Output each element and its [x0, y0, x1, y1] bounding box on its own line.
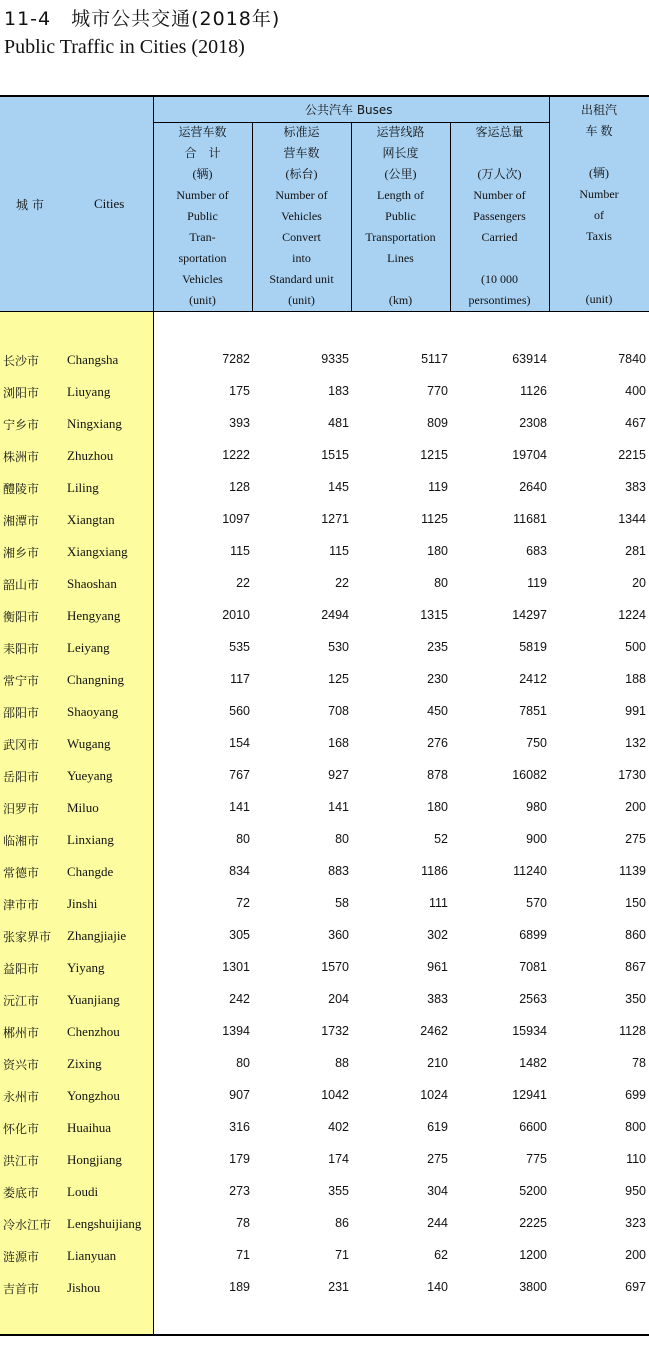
- city-name-en: Shaoshan: [67, 576, 117, 591]
- value-taxis: 991: [625, 704, 646, 718]
- value-public-vehicles: 1394: [222, 1024, 250, 1038]
- header-line: Carried: [481, 230, 518, 244]
- header-line: [450, 248, 549, 269]
- value-line-length: 62: [434, 1248, 448, 1262]
- value-passengers: 12941: [512, 1088, 547, 1102]
- table-row: [0, 344, 649, 376]
- value-public-vehicles: 179: [229, 1152, 250, 1166]
- value-public-vehicles: 1222: [222, 448, 250, 462]
- value-standard-units: 1570: [321, 960, 349, 974]
- value-line-length: 809: [427, 416, 448, 430]
- header-line: Standard unit: [269, 272, 334, 286]
- city-name-en: Xiangtan: [67, 512, 115, 527]
- value-standard-units: 141: [328, 800, 349, 814]
- value-standard-units: 1042: [321, 1088, 349, 1102]
- value-passengers: 2308: [519, 416, 547, 430]
- value-passengers: 5200: [519, 1184, 547, 1198]
- table-row: [0, 1176, 649, 1208]
- header-line: [549, 268, 649, 289]
- header-line: Tran-: [189, 230, 216, 244]
- table-row: [0, 952, 649, 984]
- value-passengers: 2225: [519, 1216, 547, 1230]
- city-name-en: Huaihua: [67, 1120, 112, 1135]
- value-public-vehicles: 22: [236, 576, 250, 590]
- value-public-vehicles: 305: [229, 928, 250, 942]
- value-taxis: 132: [625, 736, 646, 750]
- value-passengers: 3800: [519, 1280, 547, 1294]
- header-line: (unit): [585, 292, 613, 306]
- table-row: [0, 600, 649, 632]
- table-row: [0, 984, 649, 1016]
- table-row: [0, 440, 649, 472]
- city-name-cn: 常德市: [3, 866, 40, 880]
- value-standard-units: 1732: [321, 1024, 349, 1038]
- header-line: (万人次): [477, 167, 522, 181]
- value-taxis: 500: [625, 640, 646, 654]
- table-row: [0, 632, 649, 664]
- value-line-length: 383: [427, 992, 448, 1006]
- value-taxis: 467: [625, 416, 646, 430]
- value-standard-units: 71: [335, 1248, 349, 1262]
- city-name-cn: 张家界市: [3, 930, 52, 944]
- header-line: Number of: [275, 188, 328, 202]
- header-line: Number of: [176, 188, 229, 202]
- value-taxis: 200: [625, 800, 646, 814]
- city-name-cn: 浏阳市: [3, 386, 40, 400]
- header-line: [549, 142, 649, 163]
- value-public-vehicles: 80: [236, 832, 250, 846]
- value-line-length: 119: [428, 480, 448, 494]
- value-public-vehicles: 907: [229, 1088, 250, 1102]
- table-title-chinese: 11-4 城市公共交通(2018年): [4, 8, 281, 30]
- value-taxis: 150: [625, 896, 646, 910]
- city-name-en: Changning: [67, 672, 125, 687]
- header-line: Public: [385, 209, 416, 223]
- header-line: Passengers: [473, 209, 526, 223]
- value-taxis: 7840: [618, 352, 646, 366]
- value-passengers: 19704: [512, 448, 547, 462]
- value-line-length: 1186: [421, 864, 448, 878]
- header-line: 标准运: [283, 125, 320, 139]
- value-standard-units: 174: [328, 1152, 349, 1166]
- table-row: [0, 1112, 649, 1144]
- value-standard-units: 145: [328, 480, 349, 494]
- city-name-en: Wugang: [67, 736, 111, 751]
- header-city-cn: 城 市: [16, 198, 44, 212]
- value-taxis: 2215: [618, 448, 646, 462]
- table-row: [0, 1048, 649, 1080]
- value-passengers: 750: [526, 736, 547, 750]
- table-row: [0, 696, 649, 728]
- header-line: [549, 247, 649, 268]
- value-standard-units: 481: [328, 416, 349, 430]
- value-passengers: 63914: [512, 352, 547, 366]
- city-name-en: Zhangjiajie: [67, 928, 127, 943]
- table-top-rule: [0, 95, 649, 97]
- city-name-en: Lengshuijiang: [67, 1216, 142, 1231]
- table-row: [0, 1240, 649, 1272]
- value-standard-units: 204: [328, 992, 349, 1006]
- city-name-en: Liling: [67, 480, 99, 495]
- table-row: [0, 504, 649, 536]
- value-line-length: 1315: [420, 608, 448, 622]
- value-line-length: 2462: [420, 1024, 448, 1038]
- table-row: [0, 664, 649, 696]
- value-public-vehicles: 189: [229, 1280, 250, 1294]
- value-standard-units: 9335: [321, 352, 349, 366]
- header-line: sportation: [178, 251, 227, 265]
- header-line: Number: [579, 187, 619, 201]
- value-public-vehicles: 834: [229, 864, 250, 878]
- city-name-cn: 临湘市: [3, 834, 40, 848]
- city-name-en: Hongjiang: [67, 1152, 122, 1167]
- value-taxis: 1128: [619, 1024, 646, 1038]
- value-public-vehicles: 141: [229, 800, 250, 814]
- value-standard-units: 355: [328, 1184, 349, 1198]
- city-name-cn: 岳阳市: [3, 770, 40, 784]
- city-name-cn: 汨罗市: [3, 802, 40, 816]
- value-taxis: 1139: [619, 864, 646, 878]
- value-line-length: 450: [427, 704, 448, 718]
- value-taxis: 800: [625, 1120, 646, 1134]
- value-passengers: 7851: [519, 704, 547, 718]
- value-line-length: 230: [427, 672, 448, 686]
- header-line: Length of: [377, 188, 424, 202]
- header-line: (unit): [189, 293, 216, 307]
- value-taxis: 697: [625, 1280, 646, 1294]
- city-name-en: Yuanjiang: [67, 992, 120, 1007]
- city-name-en: Lianyuan: [67, 1248, 117, 1263]
- value-taxis: 20: [632, 576, 646, 590]
- city-name-cn: 郴州市: [3, 1026, 40, 1040]
- city-name-en: Liuyang: [67, 384, 111, 399]
- header-city-en: Cities: [94, 196, 125, 211]
- value-passengers: 11681: [513, 512, 547, 526]
- city-name-cn: 洪江市: [3, 1154, 40, 1168]
- value-standard-units: 927: [328, 768, 349, 782]
- value-taxis: 400: [625, 384, 646, 398]
- table-row: [0, 888, 649, 920]
- value-taxis: 699: [625, 1088, 646, 1102]
- value-passengers: 16082: [512, 768, 547, 782]
- value-public-vehicles: 71: [236, 1248, 250, 1262]
- city-name-cn: 涟源市: [3, 1250, 40, 1264]
- value-taxis: 383: [625, 480, 646, 494]
- city-name-cn: 武冈市: [3, 738, 40, 752]
- city-name-cn: 醴陵市: [3, 482, 40, 496]
- value-line-length: 52: [434, 832, 448, 846]
- value-public-vehicles: 78: [236, 1216, 250, 1230]
- table-row: [0, 1144, 649, 1176]
- value-passengers: 683: [526, 544, 547, 558]
- table-row: [0, 376, 649, 408]
- city-name-cn: 冷水江市: [3, 1218, 52, 1232]
- value-passengers: 2563: [519, 992, 547, 1006]
- header-col-passengers: [450, 122, 549, 311]
- value-public-vehicles: 72: [236, 896, 250, 910]
- value-line-length: 878: [427, 768, 448, 782]
- table-row: [0, 1016, 649, 1048]
- value-standard-units: 1515: [321, 448, 349, 462]
- table-row: [0, 728, 649, 760]
- value-public-vehicles: 2010: [222, 608, 250, 622]
- value-line-length: 1125: [421, 512, 448, 526]
- table-row: [0, 760, 649, 792]
- header-line: persontimes): [468, 293, 531, 307]
- value-taxis: 78: [632, 1056, 646, 1070]
- header-line: Lines: [387, 251, 414, 265]
- city-name-en: Changsha: [67, 352, 119, 367]
- value-line-length: 619: [427, 1120, 448, 1134]
- value-taxis: 950: [625, 1184, 646, 1198]
- header-line: 网长度: [382, 146, 419, 160]
- header-line: Vehicles: [182, 272, 223, 286]
- value-public-vehicles: 7282: [222, 352, 250, 366]
- header-line: (辆): [192, 167, 213, 181]
- table-row: [0, 1272, 649, 1304]
- city-name-en: Zhuzhou: [67, 448, 114, 463]
- city-name-cn: 沅江市: [3, 994, 40, 1008]
- value-line-length: 961: [427, 960, 448, 974]
- value-standard-units: 115: [329, 544, 349, 558]
- city-name-en: Leiyang: [67, 640, 110, 655]
- city-name-cn: 宁乡市: [3, 418, 40, 432]
- table-row: [0, 920, 649, 952]
- city-name-en: Yiyang: [67, 960, 105, 975]
- table-row: [0, 1080, 649, 1112]
- city-name-cn: 常宁市: [3, 674, 40, 688]
- table-row: [0, 1208, 649, 1240]
- table-row: [0, 568, 649, 600]
- city-name-cn: 益阳市: [3, 962, 40, 976]
- value-passengers: 2412: [519, 672, 547, 686]
- value-standard-units: 1271: [321, 512, 349, 526]
- header-line: of: [594, 208, 604, 222]
- value-standard-units: 530: [328, 640, 349, 654]
- table-row: [0, 472, 649, 504]
- value-standard-units: 86: [335, 1216, 349, 1230]
- value-taxis: 867: [625, 960, 646, 974]
- value-taxis: 350: [625, 992, 646, 1006]
- value-line-length: 770: [427, 384, 448, 398]
- header-line: [450, 143, 549, 164]
- header-col-taxis: [549, 100, 649, 310]
- header-line: 营车数: [283, 146, 320, 160]
- city-name-cn: 怀化市: [3, 1122, 40, 1136]
- header-line: Convert: [282, 230, 321, 244]
- value-public-vehicles: 115: [230, 544, 250, 558]
- value-taxis: 110: [626, 1152, 646, 1166]
- value-taxis: 275: [625, 832, 646, 846]
- value-taxis: 200: [625, 1248, 646, 1262]
- value-standard-units: 708: [328, 704, 349, 718]
- value-standard-units: 80: [335, 832, 349, 846]
- value-line-length: 140: [427, 1280, 448, 1294]
- city-name-en: Loudi: [67, 1184, 99, 1199]
- header-line: Vehicles: [281, 209, 322, 223]
- value-public-vehicles: 1301: [222, 960, 250, 974]
- city-name-en: Ningxiang: [67, 416, 122, 431]
- value-public-vehicles: 393: [229, 416, 250, 430]
- table-bottom-rule: [0, 1334, 649, 1336]
- value-taxis: 1730: [618, 768, 646, 782]
- table-row: [0, 792, 649, 824]
- city-name-en: Yongzhou: [67, 1088, 120, 1103]
- value-passengers: 14297: [512, 608, 547, 622]
- header-line: Number of: [473, 188, 526, 202]
- value-passengers: 570: [526, 896, 547, 910]
- city-name-cn: 永州市: [3, 1090, 40, 1104]
- header-line: Transportation: [365, 230, 436, 244]
- value-line-length: 80: [434, 576, 448, 590]
- value-taxis: 860: [625, 928, 646, 942]
- value-public-vehicles: 767: [229, 768, 250, 782]
- value-public-vehicles: 154: [229, 736, 250, 750]
- value-passengers: 119: [527, 576, 547, 590]
- value-line-length: 5117: [421, 352, 448, 366]
- value-standard-units: 360: [328, 928, 349, 942]
- value-passengers: 6600: [519, 1120, 547, 1134]
- value-standard-units: 58: [335, 896, 349, 910]
- city-name-cn: 耒阳市: [3, 642, 40, 656]
- value-passengers: 900: [526, 832, 547, 846]
- value-passengers: 1126: [520, 384, 547, 398]
- value-line-length: 244: [427, 1216, 448, 1230]
- header-line: 运营车数: [178, 125, 227, 139]
- value-taxis: 1344: [618, 512, 646, 526]
- header-line: 运营线路: [376, 125, 425, 139]
- header-line: (标台): [285, 167, 318, 181]
- value-public-vehicles: 242: [229, 992, 250, 1006]
- city-name-en: Changde: [67, 864, 114, 879]
- value-taxis: 188: [625, 672, 646, 686]
- header-line: 出租汽: [580, 103, 617, 117]
- header-buses-group: 公共汽车 Buses: [305, 103, 393, 117]
- value-standard-units: 883: [328, 864, 349, 878]
- value-passengers: 775: [526, 1152, 547, 1166]
- value-public-vehicles: 128: [229, 480, 250, 494]
- header-line: (unit): [288, 293, 315, 307]
- header-line: (公里): [384, 167, 417, 181]
- value-standard-units: 88: [335, 1056, 349, 1070]
- header-line: 合 计: [184, 146, 221, 160]
- city-name-cn: 资兴市: [3, 1058, 40, 1072]
- city-name-cn: 娄底市: [3, 1186, 40, 1200]
- value-standard-units: 231: [328, 1280, 349, 1294]
- header-line: (10 000: [481, 272, 518, 286]
- city-name-cn: 湘潭市: [3, 514, 40, 528]
- value-line-length: 210: [427, 1056, 448, 1070]
- city-name-en: Jinshi: [67, 896, 98, 911]
- value-public-vehicles: 175: [229, 384, 250, 398]
- value-passengers: 980: [526, 800, 547, 814]
- header-line: Public: [187, 209, 218, 223]
- value-line-length: 304: [427, 1184, 448, 1198]
- value-passengers: 6899: [519, 928, 547, 942]
- value-standard-units: 402: [328, 1120, 349, 1134]
- table-row: [0, 536, 649, 568]
- value-taxis: 1224: [618, 608, 646, 622]
- value-standard-units: 183: [328, 384, 349, 398]
- value-passengers: 7081: [519, 960, 547, 974]
- value-standard-units: 22: [335, 576, 349, 590]
- value-line-length: 180: [427, 800, 448, 814]
- table-row: [0, 408, 649, 440]
- header-line: 客运总量: [475, 125, 524, 139]
- header-line: Taxis: [586, 229, 612, 243]
- value-public-vehicles: 80: [236, 1056, 250, 1070]
- value-taxis: 281: [625, 544, 646, 558]
- value-line-length: 276: [427, 736, 448, 750]
- value-line-length: 180: [427, 544, 448, 558]
- value-standard-units: 2494: [321, 608, 349, 622]
- city-name-en: Hengyang: [67, 608, 121, 623]
- table-title-english: Public Traffic in Cities (2018): [4, 36, 245, 58]
- city-name-en: Shaoyang: [67, 704, 119, 719]
- value-passengers: 1200: [519, 1248, 547, 1262]
- value-public-vehicles: 117: [230, 672, 250, 686]
- table-row: [0, 824, 649, 856]
- header-col-line-length: [351, 122, 450, 311]
- city-name-en: Xiangxiang: [67, 544, 128, 559]
- city-name-cn: 吉首市: [3, 1282, 40, 1296]
- city-name-cn: 韶山市: [3, 578, 40, 592]
- header-line: into: [292, 251, 311, 265]
- value-public-vehicles: 273: [229, 1184, 250, 1198]
- header-bottom-rule: [0, 311, 649, 312]
- city-name-en: Yueyang: [67, 768, 113, 783]
- value-standard-units: 168: [328, 736, 349, 750]
- city-name-cn: 湘乡市: [3, 546, 40, 560]
- value-public-vehicles: 560: [229, 704, 250, 718]
- value-standard-units: 125: [328, 672, 349, 686]
- city-name-en: Zixing: [67, 1056, 102, 1071]
- value-line-length: 275: [427, 1152, 448, 1166]
- city-name-cn: 衡阳市: [3, 610, 40, 624]
- value-line-length: 235: [427, 640, 448, 654]
- city-name-en: Chenzhou: [67, 1024, 120, 1039]
- city-name-en: Jishou: [67, 1280, 101, 1295]
- city-name-cn: 邵阳市: [3, 706, 40, 720]
- header-col-vehicles: [153, 122, 252, 311]
- value-passengers: 5819: [519, 640, 547, 654]
- header-line: [351, 269, 450, 290]
- value-passengers: 2640: [519, 480, 547, 494]
- city-name-cn: 株洲市: [3, 450, 40, 464]
- value-public-vehicles: 1097: [222, 512, 250, 526]
- city-name-cn: 长沙市: [3, 354, 40, 368]
- city-name-cn: 津市市: [3, 898, 40, 912]
- header-col-standard-units: [252, 122, 351, 311]
- value-passengers: 11240: [513, 864, 547, 878]
- value-public-vehicles: 316: [229, 1120, 250, 1134]
- value-line-length: 302: [427, 928, 448, 942]
- header-line: 车 数: [585, 124, 613, 138]
- value-line-length: 111: [428, 896, 448, 910]
- table-row: [0, 856, 649, 888]
- value-line-length: 1215: [420, 448, 448, 462]
- header-line: (km): [388, 293, 413, 307]
- value-public-vehicles: 535: [229, 640, 250, 654]
- city-name-en: Linxiang: [67, 832, 114, 847]
- value-line-length: 1024: [420, 1088, 448, 1102]
- header-line: (辆): [589, 166, 609, 180]
- value-taxis: 323: [625, 1216, 646, 1230]
- city-name-en: Miluo: [67, 800, 99, 815]
- value-passengers: 1482: [519, 1056, 547, 1070]
- value-passengers: 15934: [512, 1024, 547, 1038]
